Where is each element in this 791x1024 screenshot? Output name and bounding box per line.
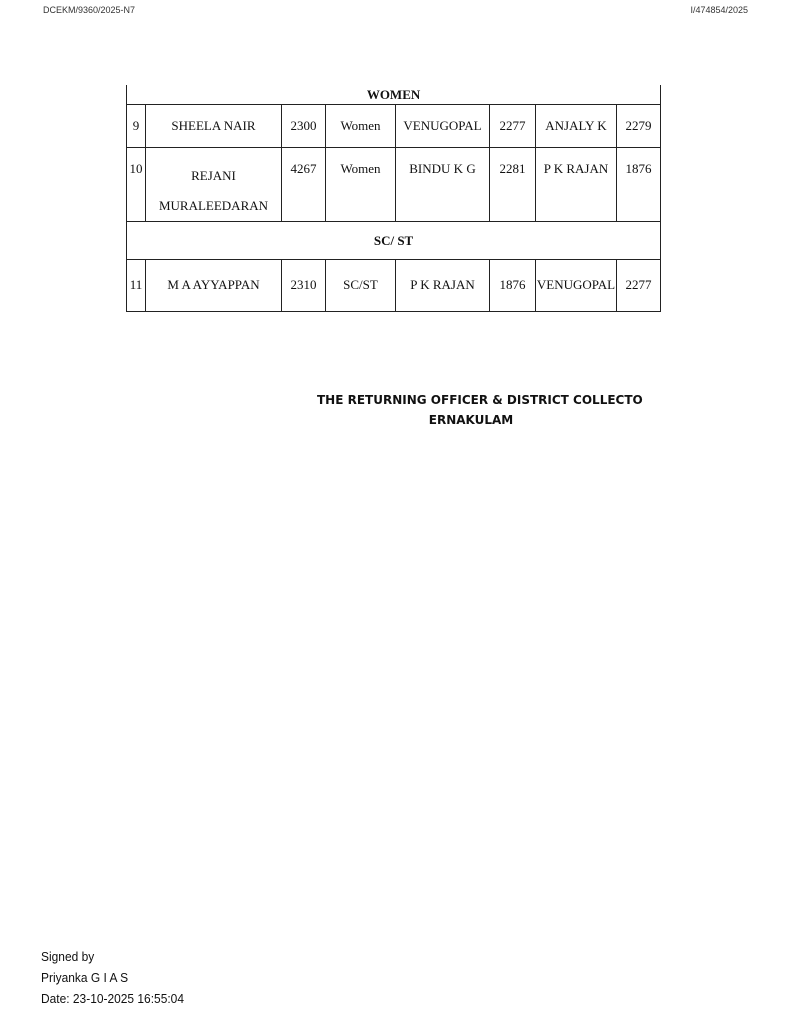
section-heading-women: WOMEN xyxy=(127,85,661,105)
section-heading-sc-st: SC/ ST xyxy=(127,222,661,260)
candidate-name: SHEELA NAIR xyxy=(146,105,282,148)
row-number: 11 xyxy=(127,260,146,312)
signature-date: Date: 23-10-2025 16:55:04 xyxy=(41,991,184,1006)
digital-signature-block xyxy=(41,946,184,1009)
category: Women xyxy=(326,105,396,148)
candidate-code: 2310 xyxy=(282,260,326,312)
document-reference-number: DCEKM/9360/2025-N7 xyxy=(43,5,136,15)
proposer-name: P K RAJAN xyxy=(396,260,490,312)
proposer-code: 1876 xyxy=(490,260,536,312)
candidate-name: REJANI MURALEEDARAN xyxy=(146,148,282,222)
seconder-name: P K RAJAN xyxy=(536,148,617,222)
signatory-place: ERNAKULAM xyxy=(428,413,514,427)
category: SC/ST xyxy=(326,260,396,312)
candidate-name: M A AYYAPPAN xyxy=(146,260,282,312)
seconder-name: VENUGOPAL xyxy=(536,260,617,312)
seconder-name: ANJALY K xyxy=(536,105,617,148)
signed-by-label: Signed by xyxy=(41,949,95,964)
signatory-title: THE RETURNING OFFICER & DISTRICT COLLECTO xyxy=(317,393,643,407)
table-row xyxy=(127,260,661,312)
proposer-code: 2281 xyxy=(490,148,536,222)
seconder-code: 2279 xyxy=(617,105,661,148)
category: Women xyxy=(326,148,396,222)
section-heading-row xyxy=(127,222,661,260)
row-number: 9 xyxy=(127,105,146,148)
section-heading-row xyxy=(127,85,661,105)
row-number: 10 xyxy=(127,148,146,222)
candidate-code: 2300 xyxy=(282,105,326,148)
inward-reference-number: I/474854/2025 xyxy=(690,5,748,15)
table-row xyxy=(127,105,661,148)
table-row xyxy=(127,148,661,222)
proposer-code: 2277 xyxy=(490,105,536,148)
nominations-table xyxy=(126,85,661,312)
proposer-name: BINDU K G xyxy=(396,148,490,222)
proposer-name: VENUGOPAL xyxy=(396,105,490,148)
signer-name: Priyanka G I A S xyxy=(41,970,129,985)
signatory-block xyxy=(317,390,643,430)
seconder-code: 2277 xyxy=(617,260,661,312)
candidate-code: 4267 xyxy=(282,148,326,222)
seconder-code: 1876 xyxy=(617,148,661,222)
